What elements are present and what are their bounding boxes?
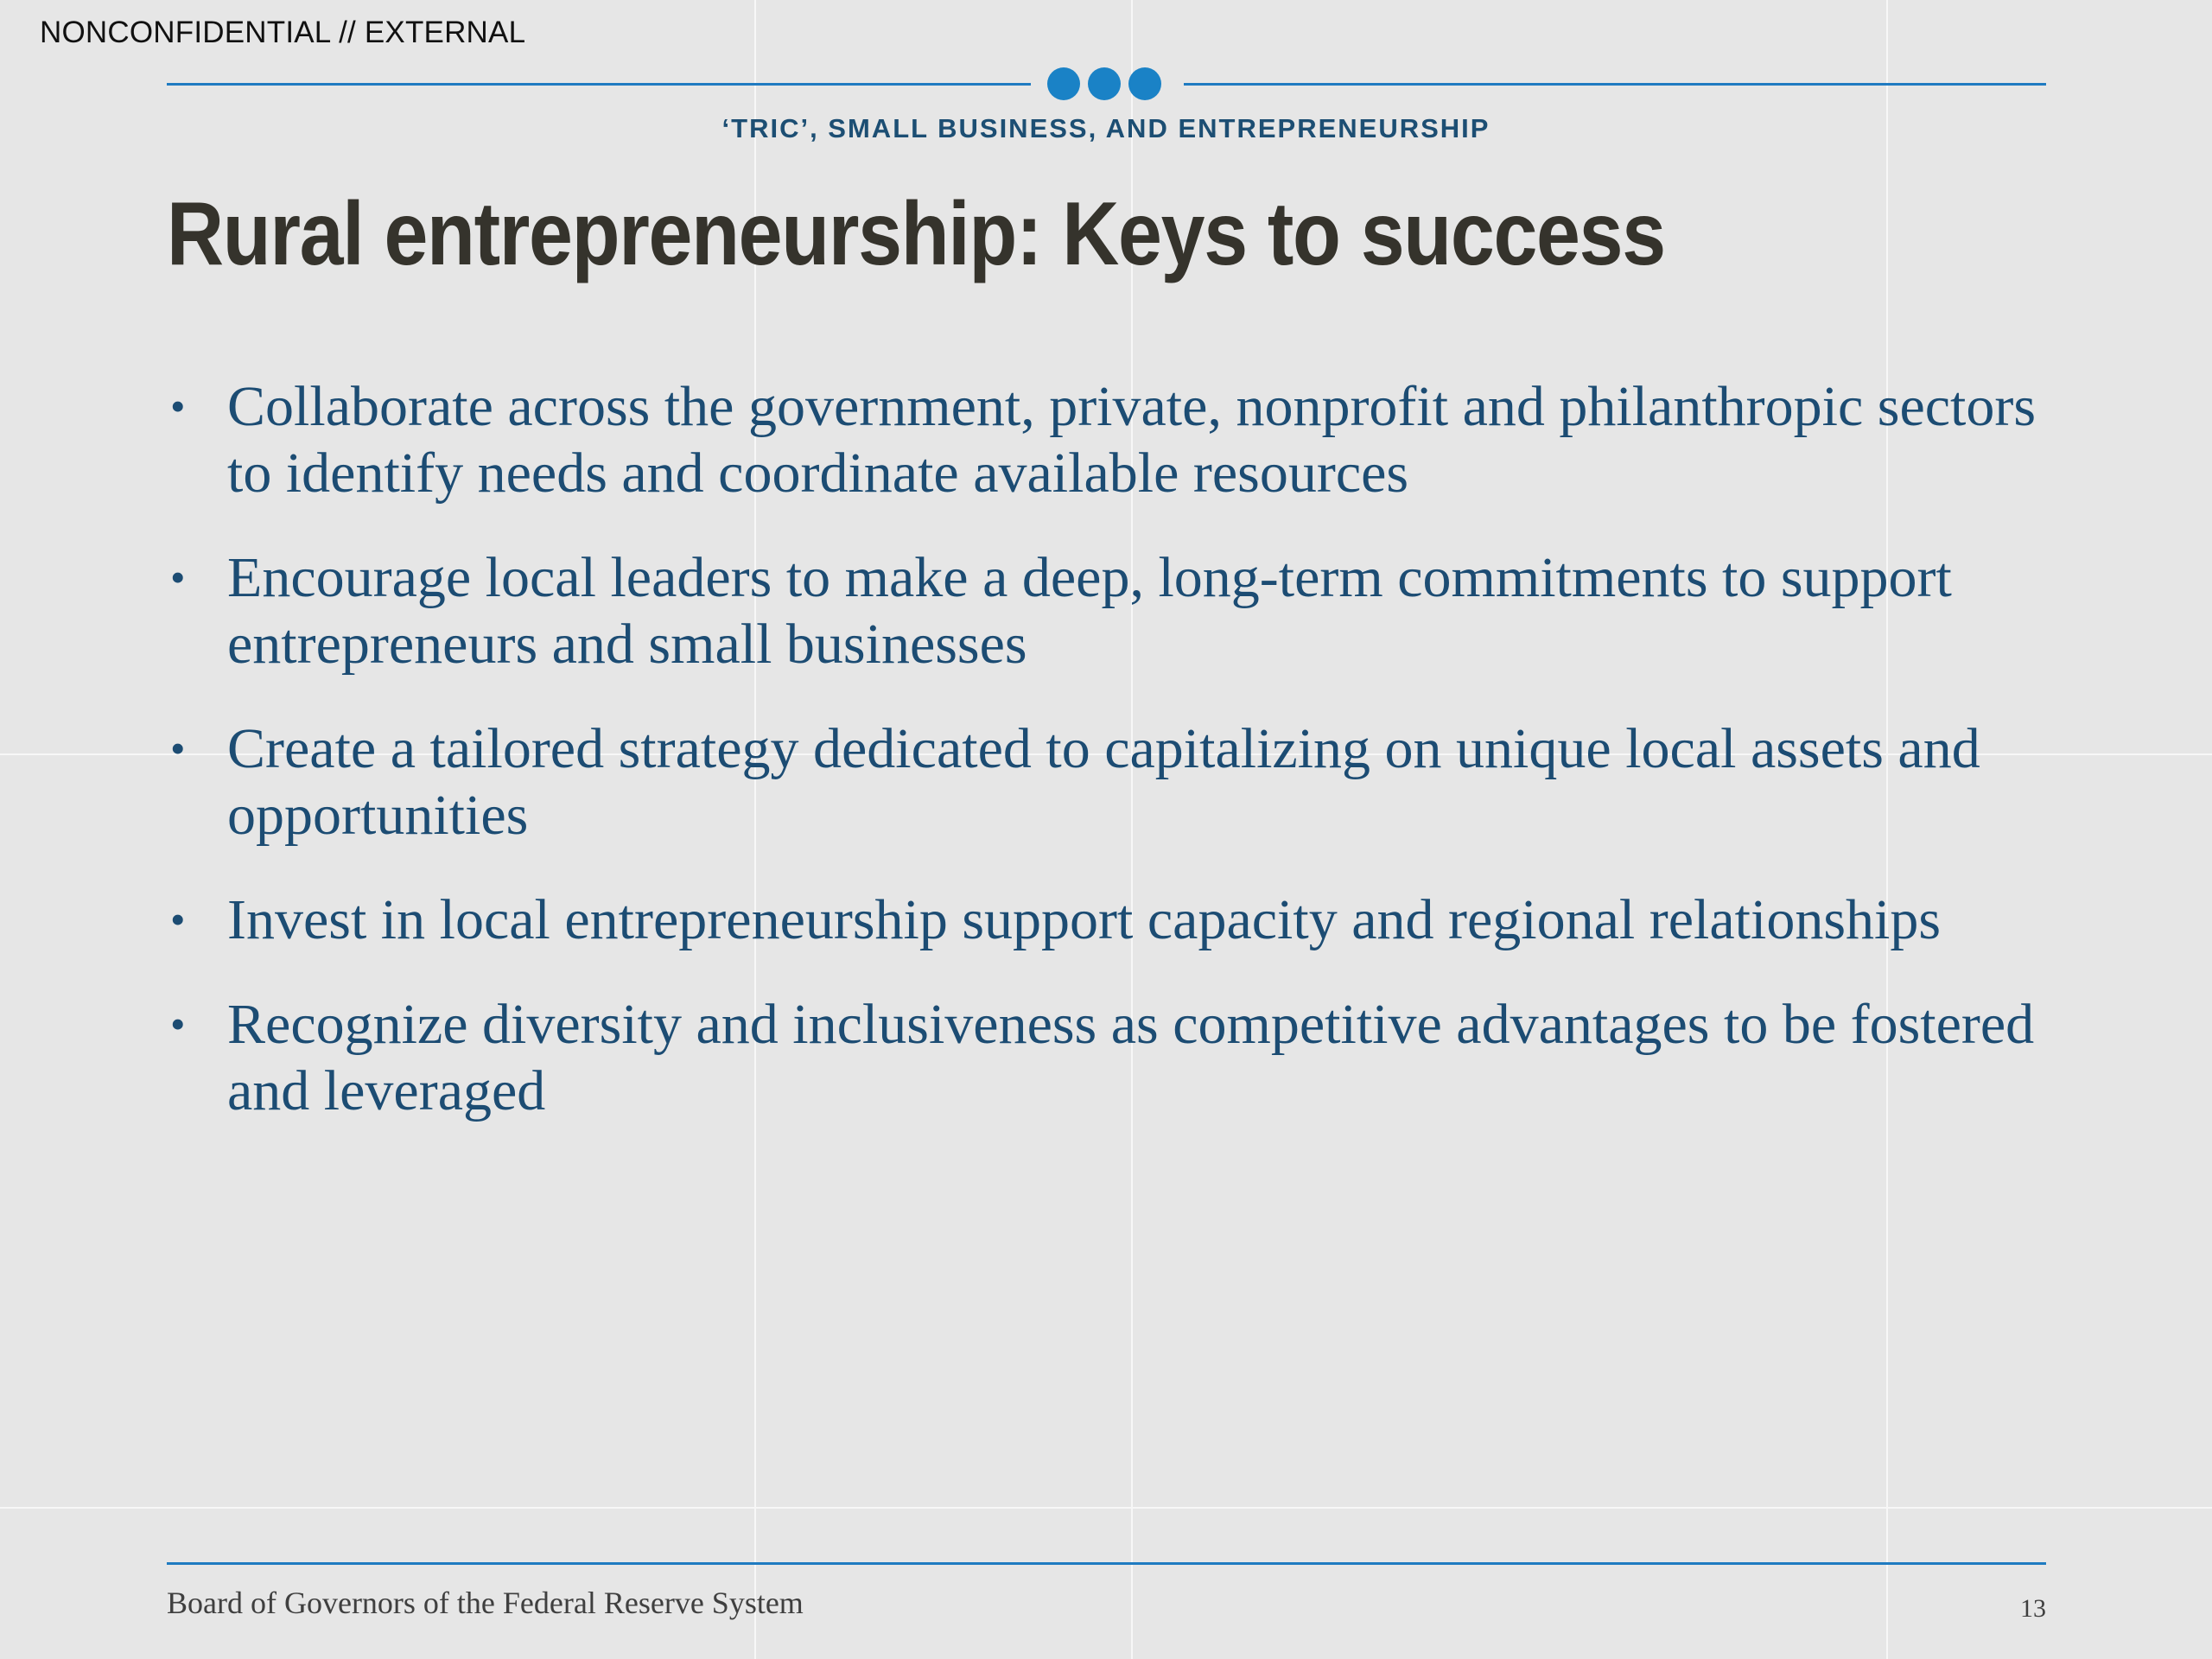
- bullet-item: [167, 887, 2050, 953]
- bullet-marker: •: [170, 895, 186, 944]
- bullet-text: Create a tailored strategy dedicated to capitalizing on unique local assets and opportunities: [227, 717, 1980, 847]
- header-rule-left: [167, 83, 1031, 86]
- bullet-marker: •: [170, 724, 186, 772]
- header-rule-right: [1184, 83, 2046, 86]
- bullet-marker: •: [170, 553, 186, 601]
- page-number: 13: [2020, 1594, 2046, 1623]
- bullet-item: [167, 991, 2050, 1124]
- header-dots: [1047, 67, 1168, 102]
- header-dot: [1128, 67, 1161, 100]
- slide-title: Rural entrepreneurship: Keys to success: [167, 184, 1665, 284]
- bullet-item: [167, 715, 2050, 849]
- classification-label: NONCONFIDENTIAL // EXTERNAL: [40, 16, 526, 49]
- bullet-text: Encourage local leaders to make a deep, long-term commitments to support entrepreneurs and small businesses: [227, 546, 1952, 676]
- bullet-item: [167, 544, 2050, 677]
- section-label: ‘TRIC’, SMALL BUSINESS, AND ENTREPRENEURSHIP: [721, 113, 1491, 143]
- bullet-text: Recognize diversity and inclusiveness as competitive advantages to be fostered and leveraged: [227, 993, 2035, 1122]
- footer-organization: Board of Governors of the Federal Reserve System: [167, 1586, 804, 1620]
- footer-rule: [167, 1562, 2046, 1565]
- bullet-text: Invest in local entrepreneurship support capacity and regional relationships: [227, 888, 1942, 951]
- bullet-text: Collaborate across the government, private, nonprofit and philanthropic sectors to identify needs and coordinate available resources: [227, 375, 2037, 505]
- bullet-marker: •: [170, 382, 186, 430]
- bullet-list: [167, 373, 2050, 1162]
- guide-line: [0, 1507, 2212, 1509]
- header-dot: [1088, 67, 1121, 100]
- bullet-item: [167, 373, 2050, 506]
- bullet-marker: •: [170, 1000, 186, 1048]
- header-dot: [1047, 67, 1080, 100]
